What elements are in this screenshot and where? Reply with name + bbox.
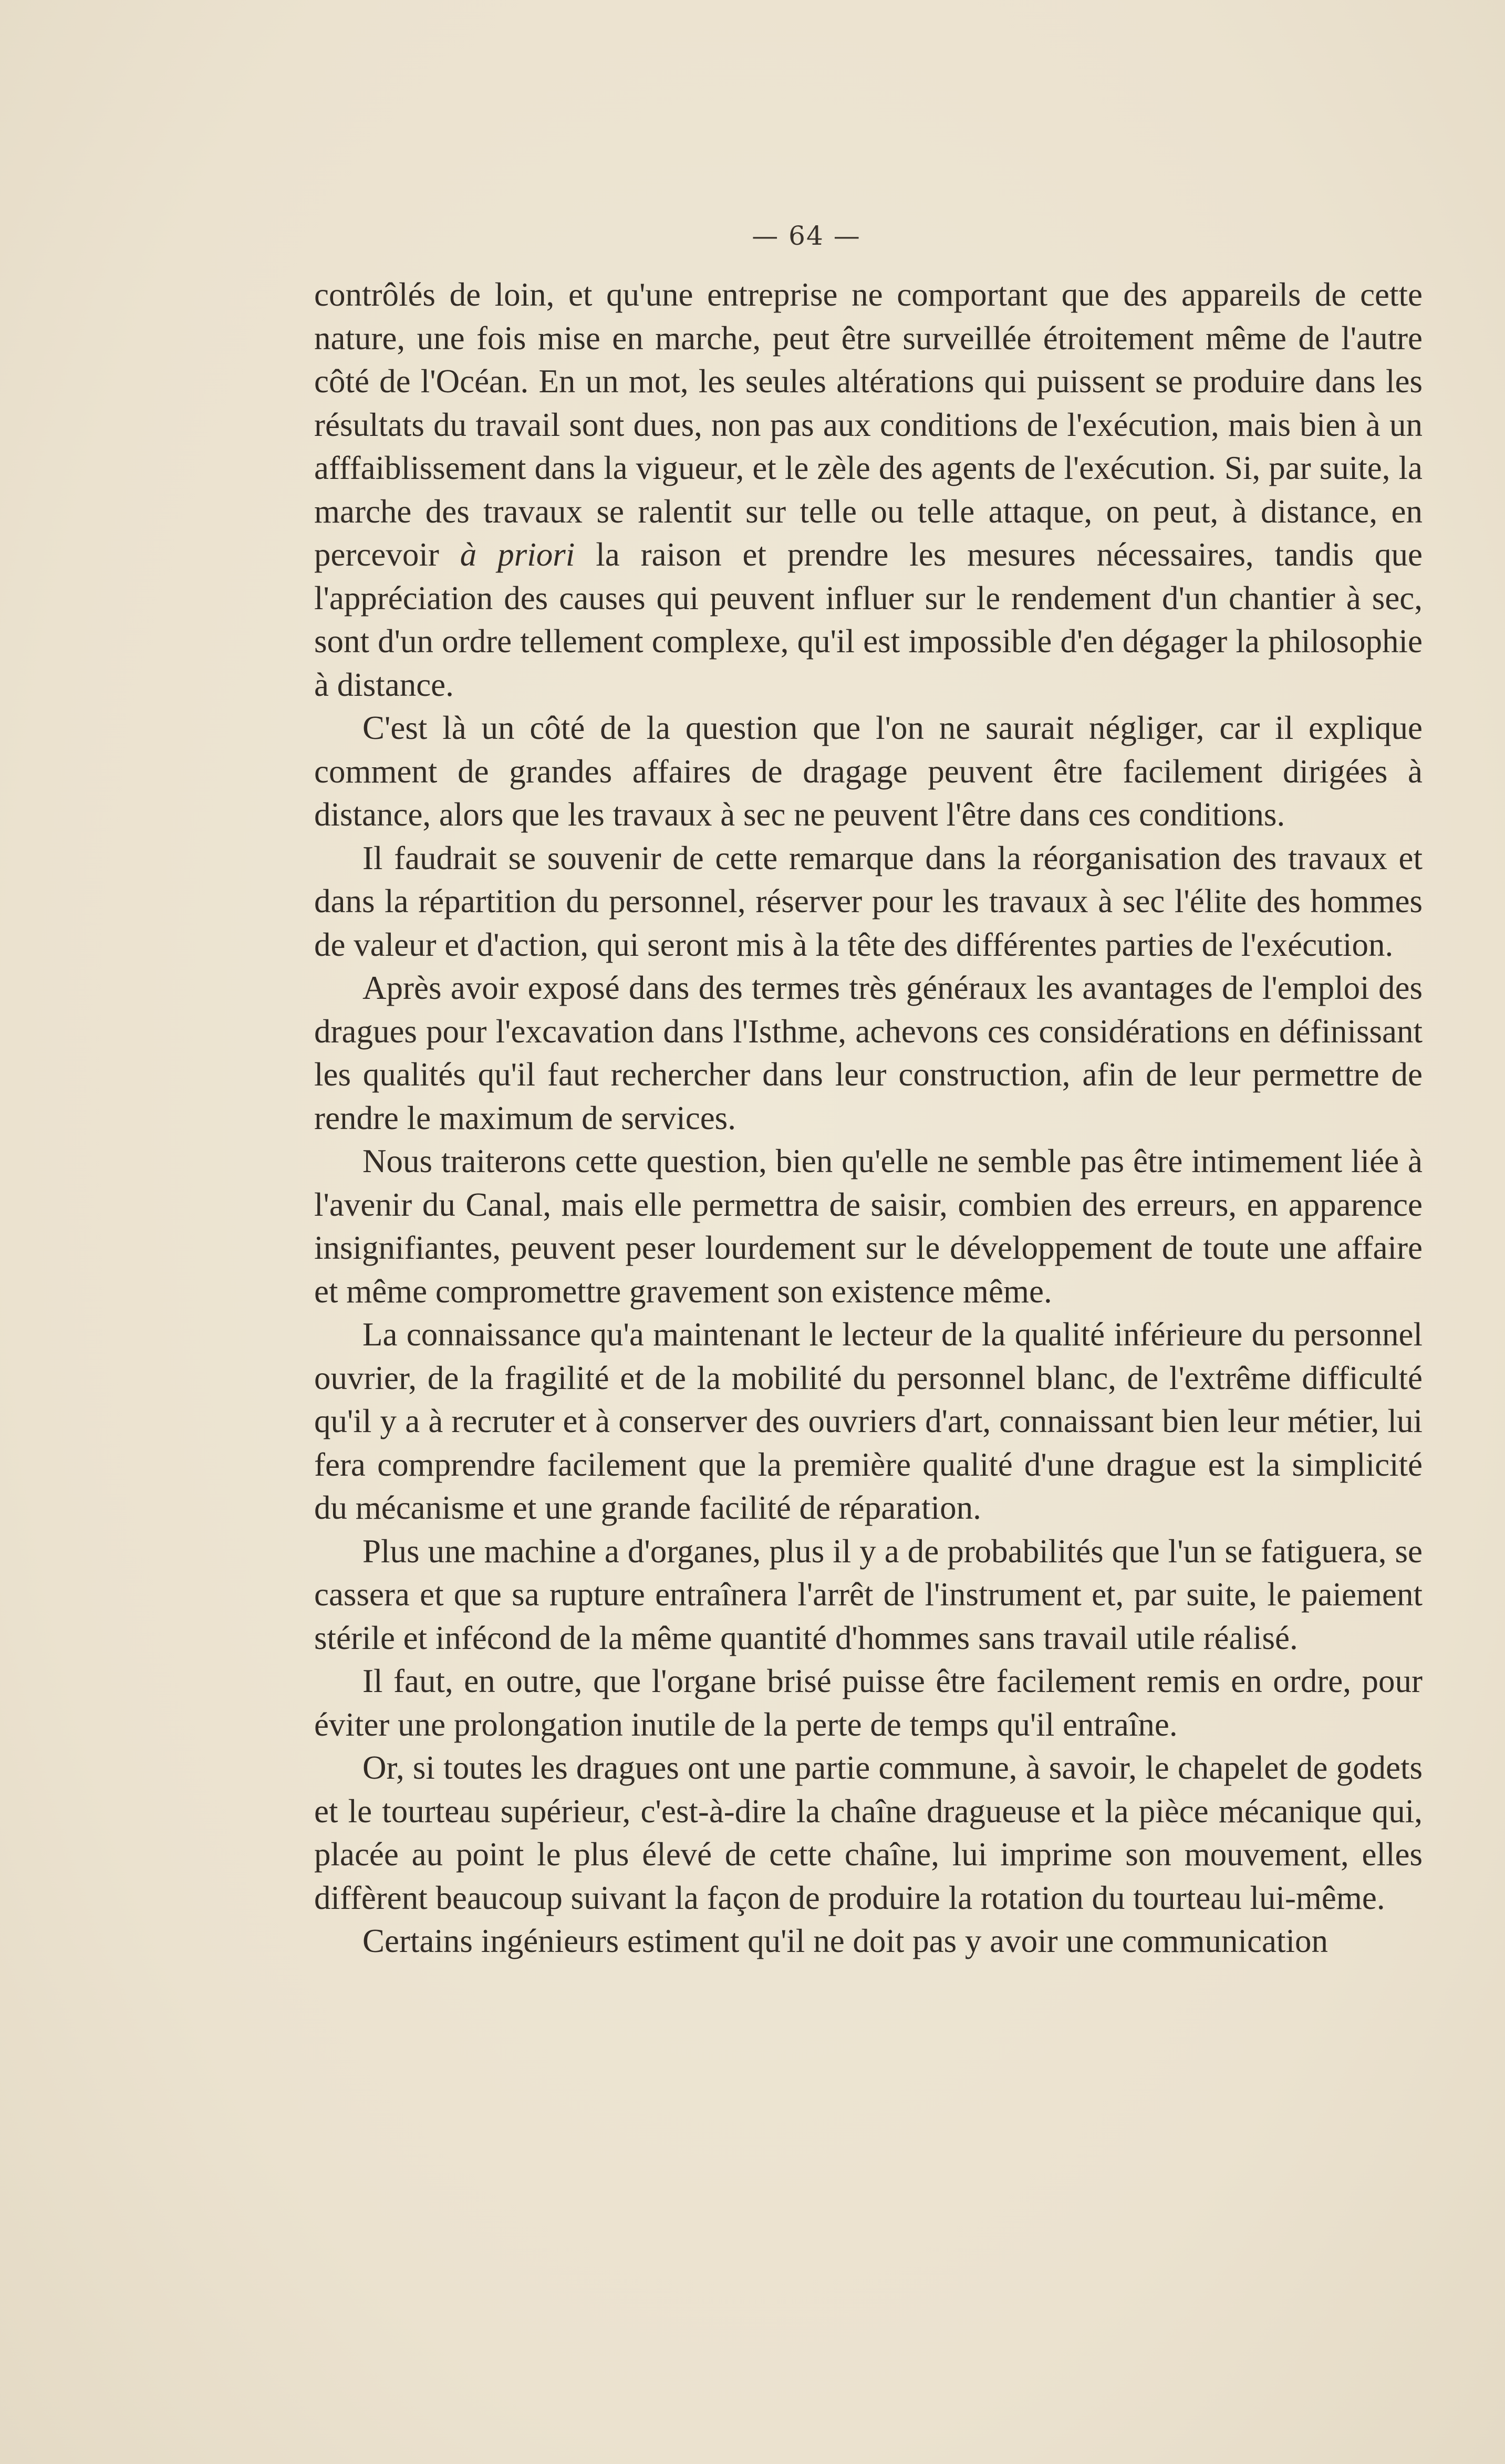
paragraph-3: Il faudrait se souvenir de cette remarque dans la réorganisation des travaux et dans la répartition du personnel, réserver pour les travaux à sec l'élite des hommes de valeur et d'action, qui seront mis à la tête des différentes parties de l'exécution. [314,839,1423,963]
paragraph-1-start: contrôlés de loin, et qu'une entreprise ne comportant que des appareils de cette nature, une fois mise en marche, peut être surveillée étroitement même de l'autre côté de l'Océan. En un mot, les seules altérations qui puissent se produire dans les résultats du travail sont dues, non pas aux conditions de l'exécution, mais bien à un afffaiblissement dans la vigueur, et le zèle des agents de l'exécution. Si, par suite, la marche des travaux se ralentit sur telle ou telle attaque, on peut, à distance, en percevoir [314,276,1423,573]
paragraph-1-end: la raison et prendre les mesures nécessaires, tandis que l'appréciation des causes qui peuvent influer sur le rendement d'un chantier à sec, sont d'un ordre tellement complexe, qu'il est impossible d'en dégager la philosophie à distance. [314,536,1423,703]
paragraph-1 [314,273,1423,706]
paragraph-10: Certains ingénieurs estiment qu'il ne doit pas y avoir une communication [362,1923,1328,1959]
paragraph-8: Il faut, en outre, que l'organe brisé puisse être facilement remis en ordre, pour éviter une prolongation inutile de la perte de temps qu'il entraîne. [314,1663,1423,1743]
paragraph-9: Or, si toutes les dragues ont une partie commune, à savoir, le chapelet de godets et le tourteau supérieur, c'est-à-dire la chaîne dragueuse et la pièce mécanique qui, placée au point le plus élevé de cette chaîne, lui imprime son mouvement, elles diffèrent beaucoup suivant la façon de produire la rotation du tourteau lui-même. [314,1749,1423,1916]
paragraph-2: C'est là un côté de la question que l'on ne saurait négliger, car il explique comment de grandes affaires de dragage peuvent être facilement dirigées à distance, alors que les travaux à sec ne peuvent l'être dans ces conditions. [314,709,1423,833]
paragraph-4: Après avoir exposé dans des termes très généraux les avantages de l'emploi des dragues pour l'excavation dans l'Isthme, achevons ces considérations en définissant les qualités qu'il faut rechercher dans leur construction, afin de leur permettre de rendre le maximum de services. [314,969,1423,1136]
paragraph-6: La connaissance qu'a maintenant le lecteur de la qualité inférieure du personnel ouvrier, de la fragilité et de la mobilité du personnel blanc, de l'extrême difficulté qu'il y a à recruter et à conserver des ouvriers d'art, connaissant bien leur métier, lui fera comprendre facilement que la première qualité d'une drague est la simplicité du mécanisme et une grande facilité de réparation. [314,1316,1423,1526]
body-text [314,273,1423,1963]
paragraph-5: Nous traiterons cette question, bien qu'elle ne semble pas être intimement liée à l'avenir du Canal, mais elle permettra de saisir, combien des erreurs, en apparence insignifiantes, peuvent peser lourdement sur le développement de toute une affaire et même compromettre gravement son existence même. [314,1143,1423,1310]
paragraph-7: Plus une machine a d'organes, plus il y a de probabilités que l'un se fatiguera, se cassera et que sa rupture entraînera l'arrêt de l'instrument et, par suite, le paiement stérile et infécond de la même quantité d'hommes sans travail utile réalisé. [314,1532,1423,1656]
italic-a-priori: à priori [460,536,575,573]
page-number: — 64 — [752,221,861,251]
